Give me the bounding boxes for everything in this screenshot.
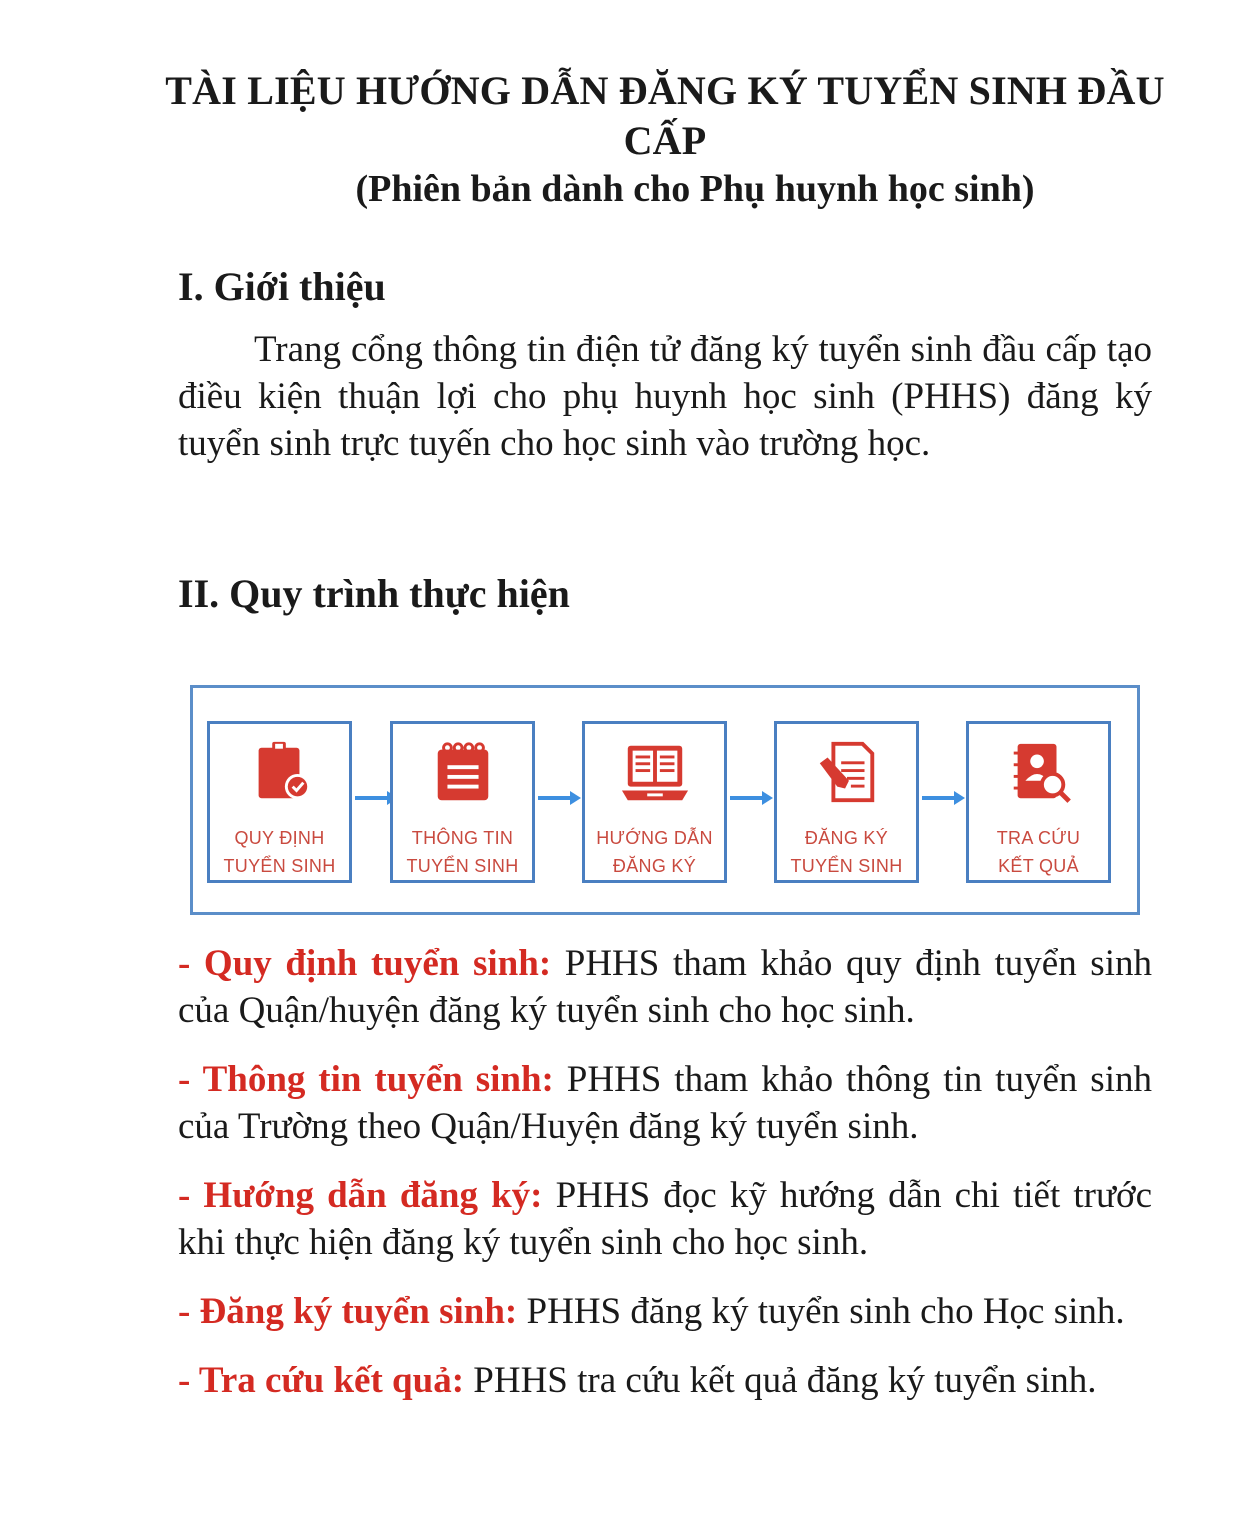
item-label: - Thông tin tuyển sinh:: [178, 1059, 554, 1100]
list-item: [178, 1172, 1152, 1266]
flow-step-dang-ky: [774, 721, 919, 883]
contact-search-icon: [1003, 738, 1075, 808]
clipboard-check-icon: [244, 738, 316, 808]
intro-heading: I. Giới thiệu: [178, 264, 386, 309]
flow-step-label-line1: HƯỚNG DẪN: [596, 828, 713, 848]
document-pen-icon: [811, 738, 883, 808]
document-subtitle: (Phiên bản dành cho Phụ huynh học sinh): [355, 168, 1035, 210]
item-label: - Quy định tuyển sinh:: [178, 943, 552, 984]
flow-step-label-line2: TUYỂN SINH: [406, 856, 519, 876]
flow-step-quy-dinh: [207, 721, 352, 883]
list-item: [178, 1357, 1152, 1404]
flow-step-huong-dan: [582, 721, 727, 883]
flow-step-label-line2: ĐĂNG KÝ: [612, 856, 697, 876]
flow-step-label-line2: TUYỂN SINH: [223, 856, 336, 876]
process-heading: II. Quy trình thực hiện: [178, 571, 570, 616]
arrow-right-icon: [728, 788, 774, 808]
item-label: - Đăng ký tuyển sinh:: [178, 1291, 518, 1332]
flow-step-label-line1: TRA CỨU: [996, 828, 1081, 848]
list-item: [178, 940, 1152, 1034]
intro-paragraph: Trang cổng thông tin điện tử đăng ký tuyển sinh đầu cấp tạo điều kiện thuận lợi cho phụ huynh học sinh (PHHS) đăng ký tuyển sinh trực tuyến cho học sinh vào trường học.: [178, 329, 1152, 464]
flow-step-tra-cuu: [966, 721, 1111, 883]
item-label: - Tra cứu kết quả:: [178, 1360, 465, 1401]
arrow-right-icon: [920, 788, 966, 808]
item-text: PHHS đăng ký tuyển sinh cho Học sinh.: [517, 1291, 1125, 1332]
document-title: TÀI LIỆU HƯỚNG DẪN ĐĂNG KÝ TUYỂN SINH ĐẦU CẤP: [165, 68, 1165, 163]
flow-step-label-line2: KẾT QUẢ: [998, 856, 1079, 876]
arrow-right-icon: [536, 788, 582, 808]
flow-step-label-line1: QUY ĐỊNH: [234, 828, 325, 848]
list-item: [178, 1056, 1152, 1150]
flow-step-label-line1: ĐĂNG KÝ: [804, 828, 889, 848]
process-flow-diagram: [190, 685, 1140, 915]
item-text: PHHS tra cứu kết quả đăng ký tuyển sinh.: [464, 1360, 1097, 1401]
laptop-book-icon: [619, 738, 691, 808]
flow-step-label-line1: THÔNG TIN: [411, 828, 514, 848]
notepad-icon: [427, 738, 499, 808]
flow-step-thong-tin: [390, 721, 535, 883]
item-label: - Hướng dẫn đăng ký:: [178, 1175, 543, 1216]
process-description-list: [178, 940, 1152, 1426]
flow-step-label-line2: TUYỂN SINH: [790, 856, 903, 876]
item-text: PHHS tham khảo thông tin tuyển sinh của Trường theo Quận/Huyện đăng ký tuyển sinh.: [178, 1059, 1152, 1147]
item-text: PHHS đọc kỹ hướng dẫn chi tiết trước khi thực hiện đăng ký tuyển sinh cho học sinh.: [178, 1175, 1152, 1263]
list-item: [178, 1288, 1152, 1335]
item-text: PHHS tham khảo quy định tuyển sinh của Quận/huyện đăng ký tuyển sinh cho học sinh.: [178, 943, 1152, 1031]
